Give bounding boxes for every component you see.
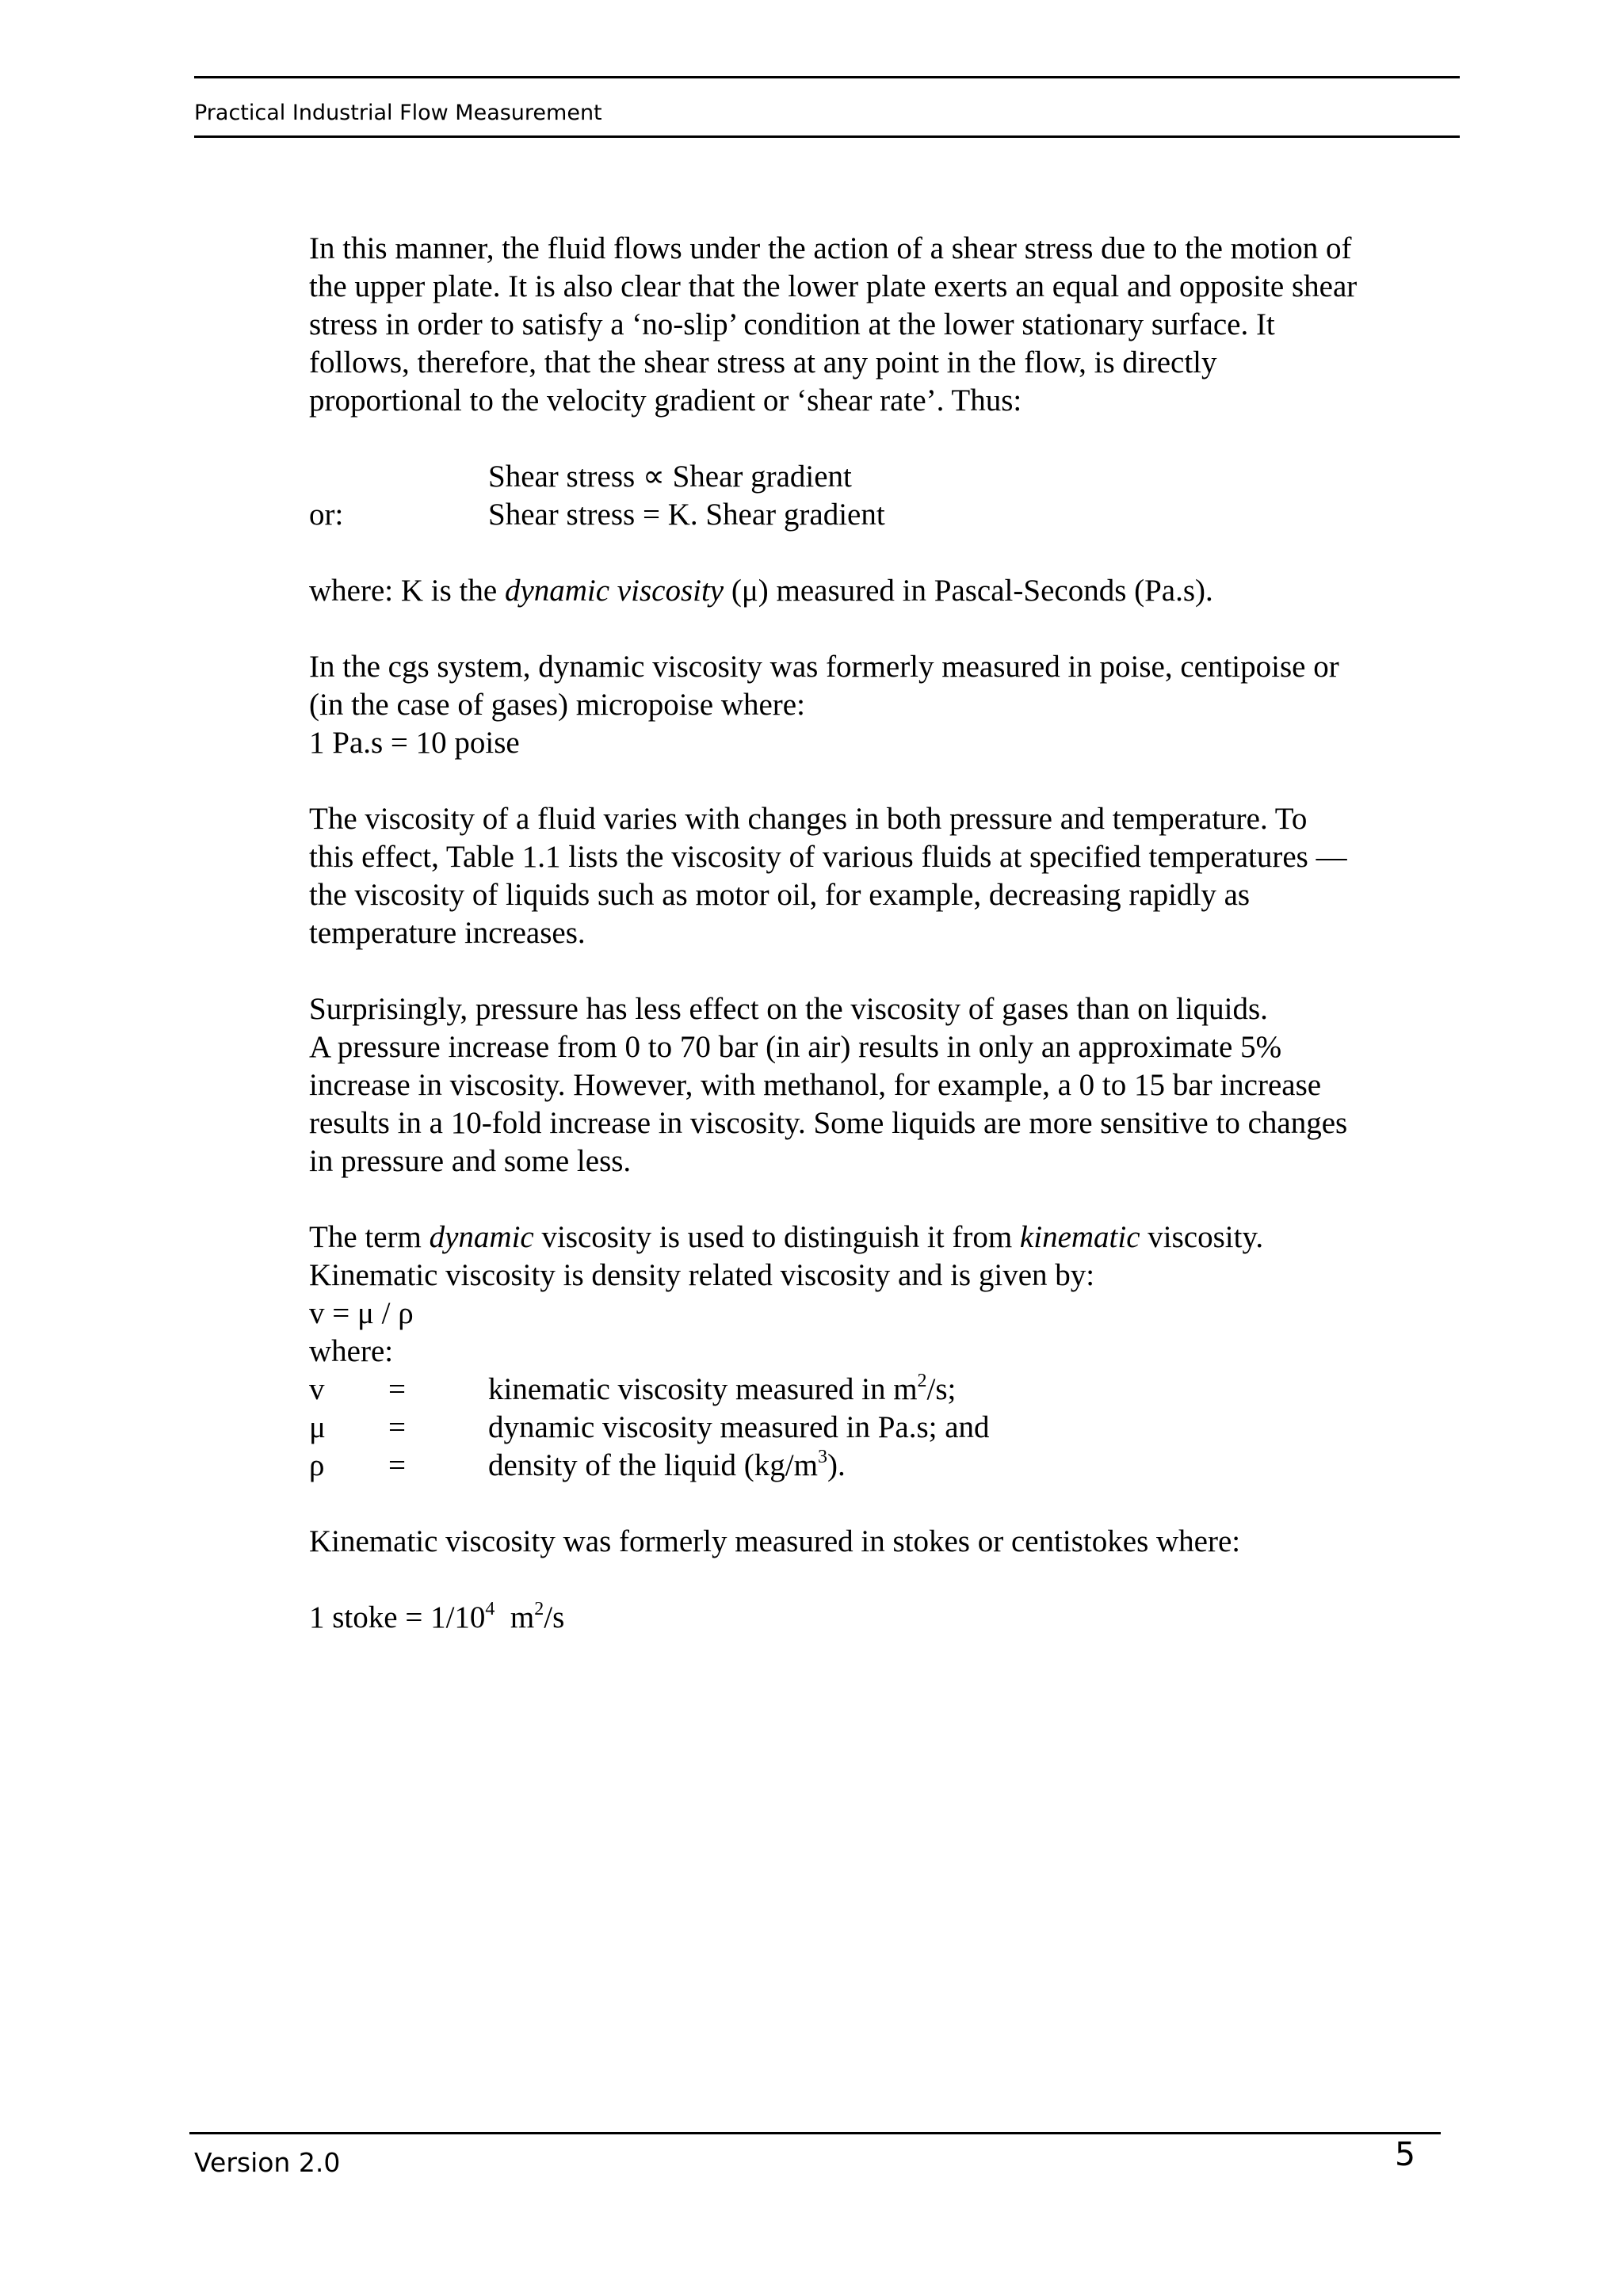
- text-line: results in a 10-fold increase in viscosity. Some liquids are more sensitive to changes: [309, 1106, 1348, 1140]
- definition-equals: =: [388, 1372, 406, 1406]
- footer-version: Version 2.0: [194, 2147, 341, 2178]
- text-line: A pressure increase from 0 to 70 bar (in air) results in only an approximate 5%: [309, 1030, 1282, 1064]
- paragraph-cgs: [309, 648, 1442, 762]
- text-line: The viscosity of a fluid varies with changes in both pressure and temperature. To: [309, 802, 1308, 836]
- definition-row: [309, 1447, 1442, 1485]
- text-line: In the cgs system, dynamic viscosity was formerly measured in poise, centipoise or: [309, 650, 1339, 684]
- text-line: Kinematic viscosity is density related viscosity and is given by:: [309, 1258, 1095, 1292]
- paragraph-temperature: [309, 800, 1442, 952]
- definition-equals: =: [388, 1448, 406, 1482]
- text-line: (in the case of gases) micropoise where:: [309, 688, 805, 722]
- where-label: where:: [309, 1334, 394, 1368]
- formula-equation: [309, 496, 1442, 534]
- text-line: Kinematic viscosity was formerly measured in stokes or centistokes where:: [309, 1524, 1241, 1558]
- formula-proportional: [309, 458, 1442, 496]
- text-line: follows, therefore, that the shear stress at any point in the flow, is directly: [309, 345, 1217, 379]
- text-line: the upper plate. It is also clear that the lower plate exerts an equal and opposite shear: [309, 269, 1358, 303]
- body-text: [309, 230, 1442, 1637]
- definition-text: dynamic viscosity measured in Pa.s; and: [488, 1410, 990, 1444]
- text-line: increase in viscosity. However, with methanol, for example, a 0 to 15 bar increase: [309, 1068, 1322, 1102]
- definition-symbol: v: [309, 1372, 325, 1406]
- paragraph-shear-stress: [309, 230, 1442, 420]
- footer-rule: [189, 2132, 1441, 2134]
- header-rule-top: [194, 76, 1460, 78]
- kinematic-equation: v = μ / ρ: [309, 1296, 414, 1330]
- formula-text: Shear stress ∝ Shear gradient: [488, 460, 852, 494]
- text-line: the viscosity of liquids such as motor oil, for example, decreasing rapidly as: [309, 878, 1251, 912]
- text-line: stress in order to satisfy a ‘no-slip’ condition at the lower stationary surface. It: [309, 307, 1275, 341]
- definition-symbol: ρ: [309, 1448, 325, 1482]
- formula-label: or:: [309, 498, 344, 532]
- text-line: proportional to the velocity gradient or ‘shear rate’. Thus:: [309, 383, 1022, 418]
- stoke-definition: 1 stoke = $1/10^4$ $m^2/s$: [309, 1599, 565, 1634]
- italic-term: kinematic: [1019, 1220, 1140, 1254]
- italic-term: dynamic: [429, 1220, 534, 1254]
- definition-text: kinematic viscosity measured in $m^2/s$;: [488, 1371, 957, 1406]
- text-line: this effect, Table 1.1 lists the viscosity of various fluids at specified temperatures —: [309, 840, 1347, 874]
- page-number: 5: [1395, 2135, 1416, 2173]
- definition-row: [309, 1371, 1442, 1409]
- italic-term: dynamic viscosity: [504, 574, 724, 608]
- text-line: In this manner, the fluid flows under the action of a shear stress due to the motion of: [309, 231, 1352, 265]
- definition-row: [309, 1409, 1442, 1447]
- definition-text: density of the liquid $(kg/m^3)$.: [488, 1447, 846, 1482]
- definition-equals: =: [388, 1410, 406, 1444]
- text-line: in pressure and some less.: [309, 1144, 632, 1178]
- paragraph-where-k: where: K is the dynamic viscosity (μ) measured in Pascal-Seconds (Pa.s).: [309, 574, 1213, 608]
- formula-text: Shear stress = K. Shear gradient: [488, 498, 885, 532]
- paragraph-stokes: [309, 1523, 1442, 1561]
- text-line: Surprisingly, pressure has less effect on the viscosity of gases than on liquids.: [309, 992, 1268, 1026]
- header-rule-bottom: [194, 135, 1460, 138]
- definition-symbol: μ: [309, 1410, 326, 1444]
- text-line: temperature increases.: [309, 916, 586, 950]
- text-line: 1 Pa.s = 10 poise: [309, 726, 520, 760]
- paragraph-kinematic: The term dynamic viscosity is used to distinguish it from kinematic viscosity. Kinematic viscosity is density related viscosity and is given by: v = μ / ρ where:: [309, 1219, 1442, 1371]
- running-header-title: Practical Industrial Flow Measurement: [194, 101, 602, 125]
- paragraph-pressure: [309, 990, 1442, 1180]
